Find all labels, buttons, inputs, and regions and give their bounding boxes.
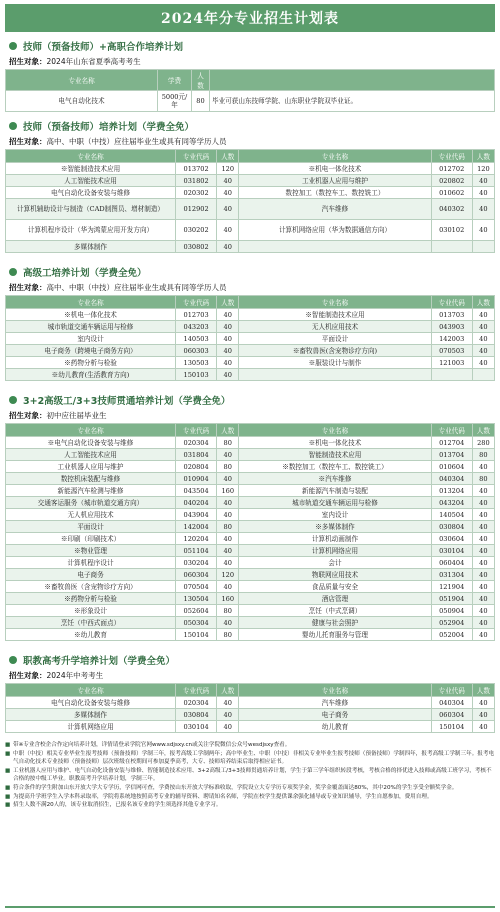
- table-cell: 40: [217, 449, 239, 461]
- table-cell: 人工智能技术应用: [6, 175, 176, 187]
- table-cell: 040304: [431, 697, 472, 709]
- table-cell: 130503: [176, 357, 217, 369]
- table-row: [6, 509, 495, 521]
- table-cell: 室内设计: [6, 333, 176, 345]
- table-cell: 无人机应用技术: [6, 509, 176, 521]
- table-cell: 婴幼儿托育服务与管理: [239, 629, 431, 641]
- table-cell: ※电气自动化设备安装与维修: [6, 437, 176, 449]
- note-text: 工业机器人应用与维护、电气自动化设备安装与维修、智能制造技术应用、3+2高级工/3+3技师贯通培养计划，学生于第三学年组织转段考核，考核合格的择优进入技师或高级工班学习，考核不合格的按中级工毕业。职教高考升学培养计划，学制三年。: [13, 767, 492, 783]
- table-cell: 121003: [431, 357, 472, 369]
- table-cell: 070504: [176, 581, 217, 593]
- table-cell: 030202: [176, 220, 217, 241]
- table-cell: 平面设计: [6, 521, 176, 533]
- table-cell: 030804: [431, 521, 472, 533]
- table-cell: 160: [217, 593, 239, 605]
- table-cell: ※幼儿教育: [6, 629, 176, 641]
- table-row: [6, 581, 495, 593]
- table-cell: 060404: [431, 557, 472, 569]
- table-cell: 280: [472, 437, 494, 449]
- table-cell: 031804: [176, 449, 217, 461]
- table-cell: 010602: [431, 187, 472, 199]
- table-cell: 40: [472, 357, 494, 369]
- section-5-table: [5, 683, 495, 733]
- table-row: [6, 163, 495, 175]
- table-cell: 数控机床装配与维修: [6, 473, 176, 485]
- table-cell: 40: [217, 533, 239, 545]
- table-cell: 40: [217, 581, 239, 593]
- table-cell: 012704: [431, 437, 472, 449]
- table-cell: 043504: [176, 485, 217, 497]
- page-title: 2024年分专业招生计划表: [5, 4, 495, 32]
- table-cell: [239, 241, 431, 253]
- table-cell: 40: [217, 697, 239, 709]
- table-cell: 幼儿教育: [239, 721, 431, 733]
- table-cell: 40: [217, 473, 239, 485]
- table-cell: 电子商务（跨境电子商务方向）: [6, 345, 176, 357]
- table-cell: 80: [217, 629, 239, 641]
- table-row: [6, 437, 495, 449]
- table-row: [6, 545, 495, 557]
- note-text: 招生人数不满20人的，该专业取消招生，已报名该专业的学生须选择其他专业学习。: [13, 802, 222, 809]
- table-cell: 030104: [431, 545, 472, 557]
- table-row: [6, 569, 495, 581]
- table-cell: ※印刷（印刷技术）: [6, 533, 176, 545]
- table-cell: 030802: [176, 241, 217, 253]
- table-cell: 120204: [176, 533, 217, 545]
- section-2-target: 招生对象：高中、中职（中技）应往届毕业生或具有同等学历人员: [9, 137, 227, 146]
- table-cell: 40: [472, 309, 494, 321]
- table-header: 专业名称 专业代码 人数 专业名称 专业代码 人数: [6, 424, 495, 437]
- square-bullet-icon: ■: [5, 742, 11, 748]
- table-cell: ※机电一体化技术: [6, 309, 176, 321]
- section-3-title: 高级工培养计划（学费全免）: [5, 265, 495, 279]
- table-cell: 80: [217, 461, 239, 473]
- table-cell: 40: [472, 321, 494, 333]
- table-cell: 050304: [176, 617, 217, 629]
- table-cell: 40: [472, 709, 494, 721]
- square-bullet-icon: ■: [5, 802, 11, 809]
- table-cell: 40: [217, 545, 239, 557]
- table-cell: 城市轨道交通车辆运用与检修: [239, 497, 431, 509]
- table-cell: 40: [472, 175, 494, 187]
- table-row: [6, 497, 495, 509]
- table-cell: 40: [472, 533, 494, 545]
- table-header: 专业名称 专业代码 人数 专业名称 专业代码 人数: [6, 296, 495, 309]
- table-row: [6, 521, 495, 533]
- note-item: [5, 784, 495, 793]
- table-cell: [239, 369, 431, 381]
- square-bullet-icon: ■: [5, 750, 11, 757]
- table-cell: 052604: [176, 605, 217, 617]
- table-cell: 043204: [431, 497, 472, 509]
- table-cell: 030604: [431, 533, 472, 545]
- table-row: [6, 357, 495, 369]
- table-cell: 多媒体制作: [6, 709, 176, 721]
- table-cell: 40: [217, 497, 239, 509]
- table-cell: 060303: [176, 345, 217, 357]
- table-cell: 020302: [176, 187, 217, 199]
- table-row: [6, 617, 495, 629]
- table-cell: 40: [217, 357, 239, 369]
- note-text: 中职（中技）相关专业毕业生报考技师（预备技师）学制三年，报考高级工学制两年；高中毕业生、中职（中技）非相关专业毕业生报考技师（预备技师）学制四年，报考高级工学制三年。报考电气自动化技术专业技师（预备技师）层次班级在校期间可参加夏季高考，大专、技师培养结束后取得相应证书。: [13, 750, 495, 766]
- table-row: [6, 629, 495, 641]
- table-cell: 130504: [176, 593, 217, 605]
- table-cell: 060304: [176, 569, 217, 581]
- table-cell: 40: [472, 485, 494, 497]
- table-cell: 5000元/年: [158, 91, 192, 112]
- table-cell: 40: [472, 187, 494, 199]
- table-cell: 40: [217, 721, 239, 733]
- table-row: [6, 333, 495, 345]
- table-cell: 052004: [431, 629, 472, 641]
- table-cell: 013703: [431, 309, 472, 321]
- table-cell: 会计: [239, 557, 431, 569]
- table-row: [6, 369, 495, 381]
- square-bullet-icon: ■: [5, 784, 11, 791]
- table-cell: 013704: [431, 449, 472, 461]
- table-cell: 40: [472, 497, 494, 509]
- note-text: 符合条件的学生附加山东开放大学大专学历，学信网可查，学费按山东开放大学标准收取，学院设立大专学历专项奖学金，奖学金覆盖面达80%，其中20%的学生享受全额奖学金。: [13, 784, 458, 791]
- table-cell: 80: [217, 605, 239, 617]
- section-4-title: 3+2高级工/3+3技师贯通培养计划（学费全免）: [5, 393, 495, 407]
- table-cell: 40: [472, 581, 494, 593]
- section-1-target: 招生对象：2024年山东省夏季高考考生: [9, 57, 141, 66]
- table-cell: 150104: [431, 721, 472, 733]
- table-cell: 电气自动化技术: [6, 91, 158, 112]
- table-cell: 40: [217, 309, 239, 321]
- section-4-table: [5, 423, 495, 641]
- table-cell: 40: [217, 369, 239, 381]
- table-cell: 电气自动化设备安装与维修: [6, 697, 176, 709]
- table-cell: 40: [217, 321, 239, 333]
- table-cell: 010904: [176, 473, 217, 485]
- table-cell: ※汽车维修: [239, 473, 431, 485]
- section-2-title: 技师（预备技师）培养计划（学费全免）: [5, 119, 495, 133]
- table-cell: 汽车维修: [239, 199, 431, 220]
- table-cell: 40: [217, 345, 239, 357]
- table-cell: 020304: [176, 437, 217, 449]
- table-cell: 120: [217, 163, 239, 175]
- table-header: 专业名称 专业代码 人数 专业名称 专业代码 人数: [6, 150, 495, 163]
- table-cell: 013204: [431, 485, 472, 497]
- table-cell: 142004: [176, 521, 217, 533]
- table-cell: 80: [472, 449, 494, 461]
- table-cell: 020804: [176, 461, 217, 473]
- table-cell: 160: [217, 485, 239, 497]
- table-cell: 健康与社会照护: [239, 617, 431, 629]
- table-cell: 070503: [431, 345, 472, 357]
- table-cell: 051104: [176, 545, 217, 557]
- note-item: [5, 750, 495, 767]
- table-cell: 烹饪（中式烹调）: [239, 605, 431, 617]
- table-cell: 物联网应用技术: [239, 569, 431, 581]
- table-row: [6, 533, 495, 545]
- table-cell: 40: [472, 521, 494, 533]
- table-cell: 40: [472, 345, 494, 357]
- bullet-dot-icon: [9, 122, 17, 130]
- table-cell: ※机电一体化技术: [239, 437, 431, 449]
- table-cell: 烹饪（中西式面点）: [6, 617, 176, 629]
- table-cell: 80: [472, 473, 494, 485]
- table-cell: ※幼儿教育(生活教育方向): [6, 369, 176, 381]
- note-item: [5, 767, 495, 784]
- table-cell: 020802: [431, 175, 472, 187]
- table-cell: 40: [217, 509, 239, 521]
- table-cell: 121904: [431, 581, 472, 593]
- table-cell: 040304: [431, 473, 472, 485]
- table-cell: 40: [217, 557, 239, 569]
- table-cell: 电子商务: [239, 709, 431, 721]
- table-cell: 40: [472, 199, 494, 220]
- table-cell: [431, 241, 472, 253]
- table-row: [6, 697, 495, 709]
- table-cell: 汽车维修: [239, 697, 431, 709]
- table-row: [6, 557, 495, 569]
- table-cell: 40: [217, 617, 239, 629]
- table-cell: 010604: [431, 461, 472, 473]
- table-cell: 150104: [176, 629, 217, 641]
- table-cell: 40: [472, 629, 494, 641]
- table-header: 专业名称 学费 人数: [6, 70, 495, 91]
- bullet-dot-icon: [9, 268, 17, 276]
- table-cell: ※智能制造技术应用: [6, 163, 176, 175]
- table-cell: 平面设计: [239, 333, 431, 345]
- table-row: [6, 461, 495, 473]
- section-1-title: 技师（预备技师）+高职合作培养计划: [5, 39, 495, 53]
- note-text: 为提高升学班学生入学本科录取率，学院将系统地按照高考专业的辅导资料、聘请知名名师，学院在校学生提供课余强化辅导或专业知识辅导，学生自愿参加，费用自理。: [13, 793, 433, 800]
- section-3-target: 招生对象：高中、中职（中技）应往届毕业生或具有同等学历人员: [9, 283, 227, 292]
- table-cell: 计算机网络应用: [6, 721, 176, 733]
- table-cell: 室内设计: [239, 509, 431, 521]
- table-cell: ※智能制造技术应用: [239, 309, 431, 321]
- table-cell: 40: [217, 199, 239, 220]
- table-cell: 计算机网络应用（华为数据通信方向）: [239, 220, 431, 241]
- table-row: [6, 449, 495, 461]
- table-row: [6, 321, 495, 333]
- table-cell: ※畜牧兽医（含宠物诊疗方向）: [6, 581, 176, 593]
- square-bullet-icon: ■: [5, 767, 11, 774]
- table-cell: 050904: [431, 605, 472, 617]
- table-cell: 013702: [176, 163, 217, 175]
- table-cell: 40: [472, 593, 494, 605]
- table-cell: 多媒体制作: [6, 241, 176, 253]
- section-4-target: 招生对象：初中应往届毕业生: [9, 411, 107, 420]
- table-row: [6, 709, 495, 721]
- table-cell: 40: [472, 721, 494, 733]
- table-cell: 电气自动化设备安装与维修: [6, 187, 176, 199]
- table-row: [6, 345, 495, 357]
- table-cell: 新能源汽车检测与维修: [6, 485, 176, 497]
- table-cell: 40: [472, 545, 494, 557]
- table-cell: 40: [217, 175, 239, 187]
- table-cell: 012703: [176, 309, 217, 321]
- table-cell: ※物业管理: [6, 545, 176, 557]
- table-row: [6, 473, 495, 485]
- table-cell: ※药物分析与检验: [6, 357, 176, 369]
- section-5-target: 招生对象：2024年中考考生: [9, 671, 104, 680]
- table-row: [6, 241, 495, 253]
- table-cell: 无人机应用技术: [239, 321, 431, 333]
- table-cell: 酒店管理: [239, 593, 431, 605]
- table-cell: 40: [217, 187, 239, 199]
- table-cell: 计算机程序设计: [6, 557, 176, 569]
- table-cell: 电子商务: [6, 569, 176, 581]
- table-row: [6, 175, 495, 187]
- table-cell: [472, 241, 494, 253]
- table-cell: 030804: [176, 709, 217, 721]
- table-cell: 食品质量与安全: [239, 581, 431, 593]
- table-cell: ※多媒体制作: [239, 521, 431, 533]
- table-cell: 40: [217, 709, 239, 721]
- table-cell: 计算机动画制作: [239, 533, 431, 545]
- table-row: [6, 605, 495, 617]
- table-cell: 40: [472, 557, 494, 569]
- table-cell: [472, 369, 494, 381]
- table-cell: ※药物分析与检验: [6, 593, 176, 605]
- section-3-table: [5, 295, 495, 381]
- table-cell: 012702: [431, 163, 472, 175]
- bullet-dot-icon: [9, 42, 17, 50]
- table-cell: 40: [472, 333, 494, 345]
- table-row: [6, 220, 495, 241]
- table-cell: 工业机器人应用与维护: [6, 461, 176, 473]
- table-row: [6, 91, 495, 112]
- square-bullet-icon: ■: [5, 793, 11, 800]
- table-cell: 120: [217, 569, 239, 581]
- table-cell: 040204: [176, 497, 217, 509]
- table-cell: ※畜牧兽医(含宠物诊疗方向): [239, 345, 431, 357]
- table-cell: 新能源汽车制造与装配: [239, 485, 431, 497]
- table-cell: 40: [472, 461, 494, 473]
- section-2-table: [5, 149, 495, 253]
- table-cell: 030102: [431, 220, 472, 241]
- table-cell: 40: [472, 605, 494, 617]
- page: [0, 4, 500, 912]
- notes: [5, 741, 495, 810]
- table-cell: 智能制造技术应用: [239, 449, 431, 461]
- table-cell: 40: [472, 509, 494, 521]
- table-cell: 052904: [431, 617, 472, 629]
- table-cell: [431, 369, 472, 381]
- bullet-dot-icon: [9, 396, 17, 404]
- table-cell: 120: [472, 163, 494, 175]
- table-cell: 工业机器人应用与维护: [239, 175, 431, 187]
- table-row: [6, 187, 495, 199]
- table-cell: 020304: [176, 697, 217, 709]
- table-cell: 人工智能技术应用: [6, 449, 176, 461]
- table-cell: 031304: [431, 569, 472, 581]
- table-cell: 043903: [431, 321, 472, 333]
- table-cell: 030204: [176, 557, 217, 569]
- table-row: [6, 309, 495, 321]
- note-item: [5, 793, 495, 802]
- table-cell: 012902: [176, 199, 217, 220]
- table-cell: 060304: [431, 709, 472, 721]
- section-5-title: 职教高考升学培养计划（学费全免）: [5, 653, 495, 667]
- table-cell: ※机电一体化技术: [239, 163, 431, 175]
- table-cell: ※服装设计与制作: [239, 357, 431, 369]
- table-row: [6, 721, 495, 733]
- table-cell: 150103: [176, 369, 217, 381]
- table-cell: 40: [217, 241, 239, 253]
- table-cell: 043904: [176, 509, 217, 521]
- table-cell: 40: [217, 333, 239, 345]
- section-1-table: [5, 69, 495, 112]
- table-cell: 计算机辅助设计与制造（CAD制图员、增材制造）: [6, 199, 176, 220]
- table-cell: 交通客运服务（城市轨道交通方向）: [6, 497, 176, 509]
- table-row: [6, 485, 495, 497]
- table-cell: 40: [472, 617, 494, 629]
- note-item: [5, 801, 495, 810]
- table-cell: 计算机程序设计（华为鸿蒙应用开发方向）: [6, 220, 176, 241]
- table-cell: 043203: [176, 321, 217, 333]
- table-cell: 140504: [431, 509, 472, 521]
- table-cell: 051904: [431, 593, 472, 605]
- table-cell: 数控加工（数控车工、数控铣工）: [239, 187, 431, 199]
- table-cell: 城市轨道交通车辆运用与检修: [6, 321, 176, 333]
- table-cell: 031802: [176, 175, 217, 187]
- table-cell: 40: [472, 697, 494, 709]
- note-item: [5, 741, 495, 750]
- table-row: [6, 199, 495, 220]
- table-cell: 毕业可获山东技师学院、山东职业学院双毕业证。: [210, 91, 495, 112]
- table-cell: 80: [217, 437, 239, 449]
- note-text: 带※专业含校企合作定向培养计划，详情请登录学院官网www.sdjsxy.cn或关注学院微信公众号wesdjsxy查看。: [13, 742, 291, 748]
- bullet-dot-icon: [9, 656, 17, 664]
- table-cell: 142003: [431, 333, 472, 345]
- table-cell: 140503: [176, 333, 217, 345]
- table-cell: 80: [217, 521, 239, 533]
- table-cell: 计算机网络应用: [239, 545, 431, 557]
- table-cell: 40: [217, 220, 239, 241]
- table-cell: 040302: [431, 199, 472, 220]
- table-cell: ※形象设计: [6, 605, 176, 617]
- table-cell: 030104: [176, 721, 217, 733]
- table-cell: 40: [472, 569, 494, 581]
- table-cell: 80: [192, 91, 210, 112]
- table-header: 专业名称 专业代码 人数 专业名称 专业代码 人数: [6, 684, 495, 697]
- table-cell: 40: [472, 220, 494, 241]
- table-row: [6, 593, 495, 605]
- table-cell: ※数控加工（数控车工、数控铣工）: [239, 461, 431, 473]
